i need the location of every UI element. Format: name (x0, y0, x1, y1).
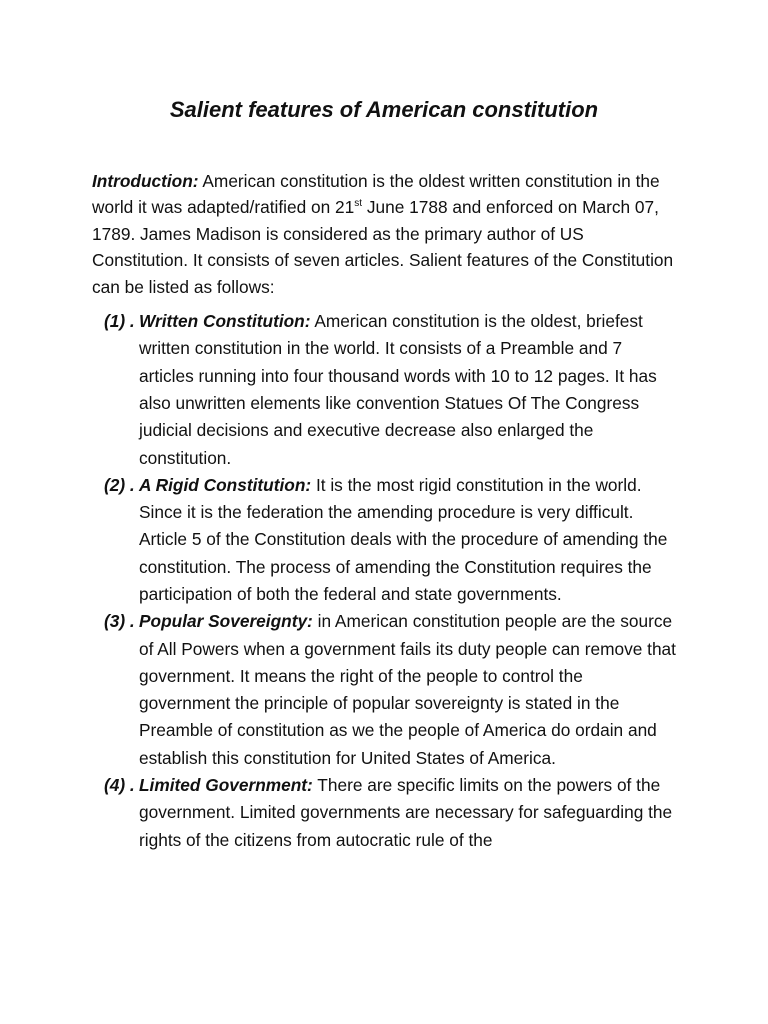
feature-text: There are specific limits on the powers of the government. Limited governments are necessary for safeguarding the rights of the citizens from autocratic rule of the (139, 775, 673, 850)
feature-number: (1) . (104, 311, 135, 332)
feature-number: (4) . (104, 775, 135, 796)
page-title: Salient features of American constitution (169, 97, 599, 122)
feature-item-written-constitution (92, 308, 676, 472)
introduction-text-end: June 1788 and enforced on March 07, 1789. James Madison is considered as the primary author of US Constitution. It consists of seven articles. Salient features of the Constitution can be listed as follows: (92, 197, 674, 297)
feature-item-limited-government (92, 772, 676, 854)
feature-item-rigid-constitution (92, 472, 676, 608)
feature-heading: Limited Government: (139, 775, 313, 796)
ordinal-suffix: st (354, 198, 363, 210)
feature-heading: Popular Sovereignty: (139, 611, 313, 632)
feature-number: (3) . (104, 611, 135, 632)
introduction-label: Introduction: (92, 171, 199, 191)
feature-text: American constitution is the oldest, briefest written constitution in the world. It consists of a Preamble and 7 articles running into four thousand words with 10 to 12 pages. It has also unwritten elements like convention Statues Of The Congress judicial decisions and executive decrease also enlarged the constitution. (139, 311, 657, 468)
feature-number: (2) . (104, 474, 135, 495)
feature-heading: A Rigid Constitution: (139, 474, 312, 495)
introduction-text-start: American constitution is the oldest written constitution in the world it was adapted/ratified on 21 (92, 171, 660, 218)
feature-heading: Written Constitution: (139, 311, 311, 332)
feature-text: in American constitution people are the source of All Powers when a government fails its duty people can remove that government. It means the right of the people to control the government the principle of popular sovereignty is stated in the Preamble of constitution as we the people of America do ordain and establish this constitution for United States of America. (139, 611, 676, 768)
feature-text: It is the most rigid constitution in the world. Since it is the federation the amending procedure is very difficult. Article 5 of the Constitution deals with the procedure of amending the constitution. The process of amending the Constitution requires the participation of both the federal and state governments. (139, 474, 668, 604)
features-list (92, 308, 676, 854)
introduction-paragraph (92, 168, 676, 300)
feature-item-popular-sovereignty (92, 608, 676, 772)
